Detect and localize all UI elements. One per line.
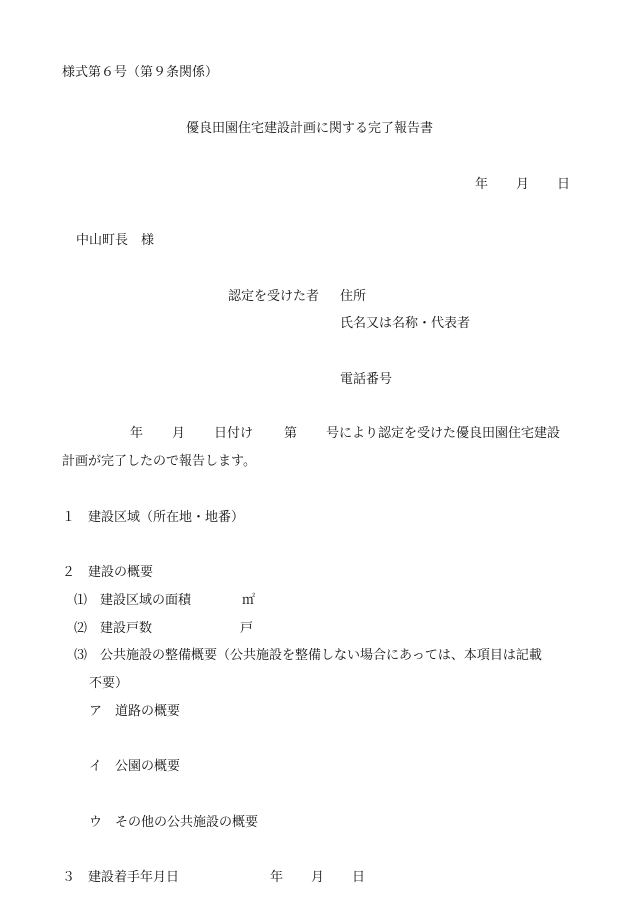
count-unit: 戸 [240,621,254,636]
section-1: １ 建設区域（所在地・地番） [62,510,245,525]
body-year: 年 [130,426,144,441]
addressee: 中山町長 様 [76,233,155,248]
section-2-2: ⑵ 建設戸数 [74,621,153,636]
section-2-3-u: ウ その他の公共施設の概要 [89,815,259,830]
s3-year: 年 [270,870,284,885]
section-2-3: ⑶ 公共施設の整備概要（公共施設を整備しない場合にあっては、本項目は記載 [74,648,542,663]
date-month-label: 月 [516,177,530,192]
document-title: 優良田園住宅建設計画に関する完了報告書 [186,121,434,136]
applicant-label: 認定を受けた者 [228,289,320,304]
form-number: 様式第６号（第９条関係） [62,65,219,80]
date-day-label: 日 [557,177,571,192]
phone-label: 電話番号 [340,372,393,387]
address-label: 住所 [340,289,367,304]
section-2-3-cont: 不要） [89,676,129,691]
area-unit: ㎡ [242,593,256,608]
section-2-1: ⑴ 建設区域の面積 [74,593,192,608]
section-2: ２ 建設の概要 [62,565,154,580]
s3-month: 月 [311,870,325,885]
body-rest: 号により認定を受けた優良田園住宅建設 [326,426,561,441]
section-2-3-i: イ 公園の概要 [89,759,181,774]
body-month: 月 [172,426,186,441]
date-year-label: 年 [475,177,489,192]
body-line2: 計画が完了したので報告します。 [62,454,256,469]
body-day-suffix: 日付け [214,426,254,441]
s3-day: 日 [352,870,366,885]
body-number-prefix: 第 [284,426,298,441]
name-label: 氏名又は名称・代表者 [340,316,471,331]
section-3: ３ 建設着手年月日 [62,870,180,885]
section-2-3-a: ア 道路の概要 [89,704,181,719]
